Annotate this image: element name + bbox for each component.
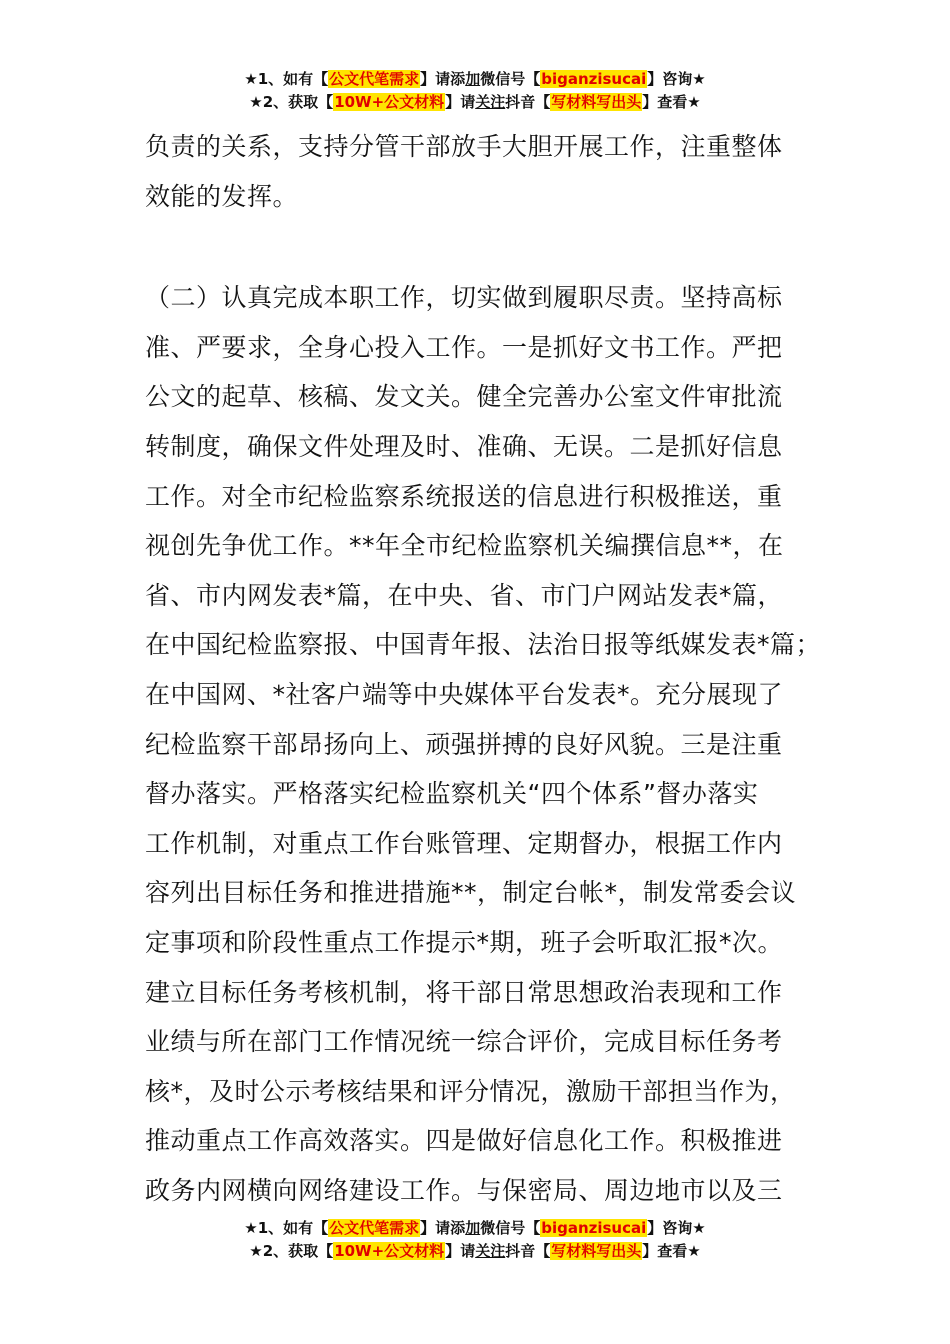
banner-highlight-douyin-account: 写材料写出头 xyxy=(551,93,642,111)
banner-line-2 xyxy=(0,91,950,114)
banner-text: 】请添 xyxy=(420,1219,466,1237)
document-body xyxy=(145,122,845,1265)
banner-text: 】请 xyxy=(445,93,476,111)
header-banner xyxy=(0,68,950,114)
text-line: 建立目标任务考核机制，将干部日常思想政治表现和工作 xyxy=(145,977,783,1007)
banner-text: 】查看★ xyxy=(642,93,701,111)
banner-text: 抖音【 xyxy=(505,93,551,111)
text-line: 负责的关系，支持分管干部放手大胆开展工作，注重整体 xyxy=(145,132,783,161)
text-line: 准、严要求，全身心投入工作。一是抓好文书工作。严把 xyxy=(145,332,783,362)
text-line: 转制度，确保文件处理及时、准确、无误。二是抓好信息 xyxy=(145,431,783,461)
banner-text: ★2、获取【 xyxy=(249,1242,334,1260)
banner-highlight: 公文代笔需求 xyxy=(329,1219,420,1237)
banner-text: 微信号【 xyxy=(480,1219,541,1237)
text-line: 推动重点工作高效落实。四是做好信息化工作。积极推进 xyxy=(145,1126,783,1156)
text-line: 在中国纪检监察报、中国青年报、法治日报等纸媒发表*篇； xyxy=(145,630,822,660)
text-line: 容列出目标任务和推进措施**，制定台帐*，制发常委会议 xyxy=(145,878,797,908)
banner-text: 】咨询★ xyxy=(647,70,706,88)
section-heading-line: （二）认真完成本职工作，切实做到履职尽责。坚持高标 xyxy=(145,283,783,313)
banner-text: 抖音【 xyxy=(505,1242,551,1260)
banner-text: ★1、如有【 xyxy=(244,1219,329,1237)
text-line: 业绩与所在部门工作情况统一综合评价，完成目标任务考 xyxy=(145,1027,783,1057)
text-line: 工作机制，对重点工作台账管理、定期督办，根据工作内 xyxy=(145,828,783,858)
banner-text: ★2、获取【 xyxy=(249,93,334,111)
text-line: 政务内网横向网络建设工作。与保密局、周边地市以及三 xyxy=(145,1175,783,1205)
banner-highlight: 公文代笔需求 xyxy=(329,70,420,88)
text-line: 省、市内网发表*篇，在中央、省、市门户网站发表*篇， xyxy=(145,580,784,610)
banner-line-2 xyxy=(0,1240,950,1263)
banner-text: 】请 xyxy=(445,1242,476,1260)
text-line: 纪检监察干部昂扬向上、顽强拼搏的良好风貌。三是注重 xyxy=(145,729,783,759)
banner-text: 】查看★ xyxy=(642,1242,701,1260)
banner-text: 】咨询★ xyxy=(647,1219,706,1237)
banner-highlight-wechat-id: biganzisucai xyxy=(541,1219,647,1237)
text-line: 定事项和阶段性重点工作提示*期，班子会听取汇报*次。 xyxy=(145,927,784,957)
text-line: 工作。对全市纪检监察系统报送的信息进行积极推送，重 xyxy=(145,481,783,511)
footer-banner xyxy=(0,1217,950,1263)
banner-underlined-text: 加 xyxy=(465,70,481,88)
banner-highlight: 10W+公文材料 xyxy=(334,1242,445,1260)
banner-highlight-douyin-account: 写材料写出头 xyxy=(551,1242,642,1260)
text-line: 公文的起草、核稿、发文关。健全完善办公室文件审批流 xyxy=(145,382,783,412)
banner-text: 】请添 xyxy=(420,70,466,88)
banner-underlined-text: 关注 xyxy=(475,93,506,111)
text-line: 核*，及时公示考核结果和评分情况，激励干部担当作为， xyxy=(145,1076,796,1106)
banner-highlight: 10W+公文材料 xyxy=(334,93,445,111)
paragraph-gap xyxy=(145,221,845,273)
banner-underlined-text: 关注 xyxy=(475,1242,506,1260)
text-line: 视创先争优工作。**年全市纪检监察机关编撰信息**，在 xyxy=(145,531,784,561)
banner-text: 微信号【 xyxy=(480,70,541,88)
text-line: 督办落实。严格落实纪检监察机关“四个体系”督办落实 xyxy=(145,779,759,809)
banner-underlined-text: 加 xyxy=(465,1219,481,1237)
text-line: 效能的发挥。 xyxy=(145,181,299,211)
banner-line-1 xyxy=(0,1217,950,1240)
banner-line-1 xyxy=(0,68,950,91)
banner-text: ★1、如有【 xyxy=(244,70,329,88)
text-line: 在中国网、*社客户端等中央媒体平台发表*。充分展现了 xyxy=(145,679,784,709)
banner-highlight-wechat-id: biganzisucai xyxy=(541,70,647,88)
